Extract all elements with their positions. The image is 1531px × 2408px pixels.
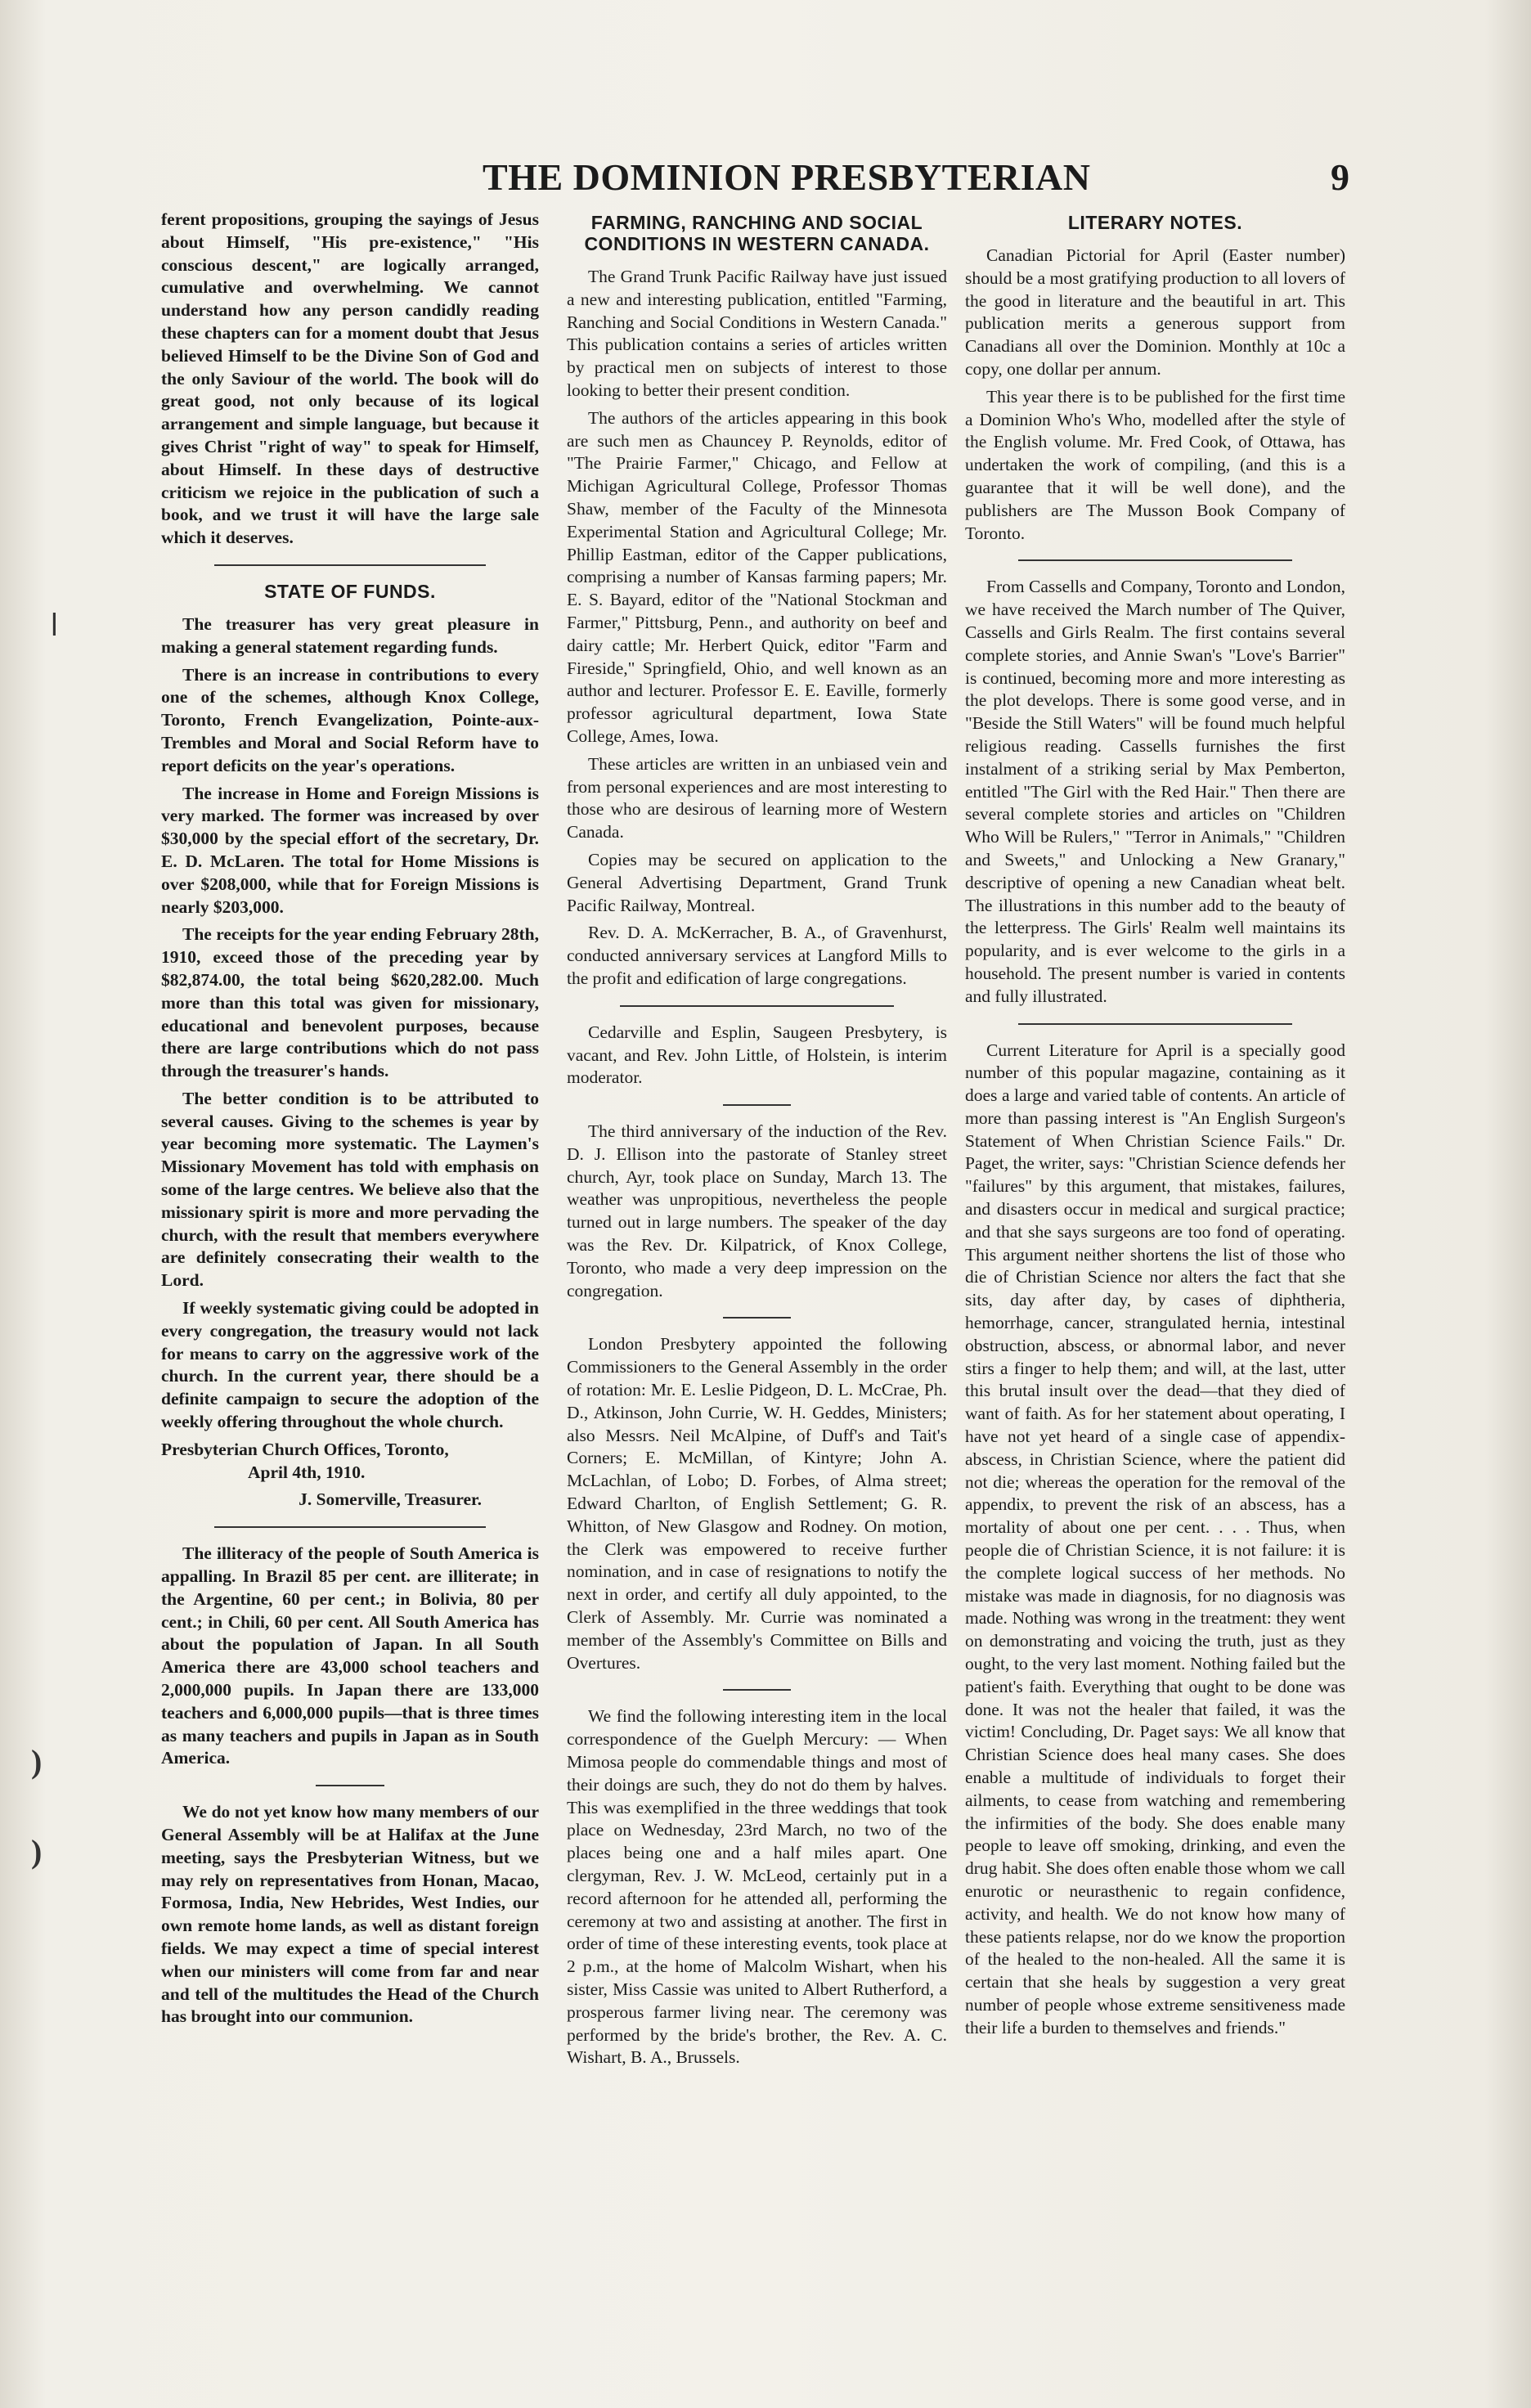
literary-note: Canadian Pictorial for April (Easter number) should be a most gratifying production to all lovers of the good in literature and the beautiful in art. This publication merits a generous support from Canadians all over the Dominion. Monthly at 10c a copy, one dollar per annum. <box>965 245 1345 379</box>
signature-name: J. Somerville, Treasurer. <box>299 1489 482 1510</box>
review-continuation: ferent propositions, grouping the sayings of Jesus about Himself, "His pre-existence," "His conscious descent," are logically arranged, cumulative and overwhelming. We cannot understand how any person candidly reading these chapters can for a moment doubt that Jesus believed Himself to be the Divine Son of God and the only Saviour of the world. The book will do great good, not only because of its logical arrangement and simple language, but because it gives Christ "right of way" to speak for Himself, about Himself. In these days of destructive criticism we rejoice in the publication of such a book, and we trust it will have the large sale which it deserves. <box>161 209 539 548</box>
divider <box>723 1104 792 1106</box>
column-middle <box>567 209 947 2074</box>
farming-heading: FARMING, RANCHING AND SOCIAL CONDITIONS IN WESTERN CANADA. <box>584 212 930 254</box>
column-right <box>965 209 1345 2045</box>
publication-title: THE DOMINION PRESBYTERIAN <box>483 156 1091 198</box>
news-item: Cedarville and Esplin, Saugeen Presbytery, is vacant, and Rev. John Little, of Holstein, is interim moderator. <box>567 1022 947 1088</box>
news-item: The third anniversary of the induction of the Rev. D. J. Ellison into the pastorate of Stanley street church, Ayr, took place on Sunday, March 13. The weather was unpropitious, nevertheless the people turned out in large numbers. The speaker of the day was the Rev. Dr. Kilpatrick, of Knox College, Toronto, who made a very deep impression on the congregation. <box>567 1121 947 1301</box>
article-paragraph: The authors of the articles appearing in this book are such men as Chauncey P. Reynolds, editor of "The Prairie Farmer," Chicago, and Fellow at Michigan Agricultural College, Professor Thomas Shaw, member of the Faculty of the Minnesota Experimental Station and Agricultural College; Mr. Phillip Eastman, editor of the Capper publications, comprising a number of Kansas farming papers; Mr. E. S. Bayard, editor of the "National Stockman and Farmer," Pittsburg, Penn., and authority on beef and dairy cattle; Mr. Herbert Quick, editor "Farm and Fireside," Springfield, Ohio, and well known as an author and lecturer. Professor E. E. Eaville, formerly professor agricultural department, Iowa State College, Ames, Iowa. <box>567 407 947 746</box>
funds-paragraph: The better condition is to be attributed to several causes. Giving to the schemes is year by year becoming more systematic. The Laymen's Missionary Movement has told with emphasis on some of the large centres. We believe also that the missionary spirit is more and more pervading the church, with the result that members everywhere are definitely consecrating their wealth to the Lord. <box>161 1088 539 1291</box>
article-paragraph: The Grand Trunk Pacific Railway have just issued a new and interesting publication, entitled "Farming, Ranching and Social Conditions in Western Canada." This publication contains a series of articles written by practical men on subjects of interest to those looking to better their present condition. <box>567 267 947 400</box>
news-item: We find the following interesting item in the local correspondence of the Guelph Mercury: — When Mimosa people do commendable things and most of their doings are such, they do not do them by halves. This was exemplified in the three weddings that took place on Wednesday, 23rd March, no two of the places being one and a half miles apart. One clergyman, Rev. J. W. McLeod, certainly put in a record afternoon for he attended all, performing the ceremony at two and assisting at another. The first in order of time of these interesting events, took place at 2 p.m., at the home of Malcolm Wishart, when his sister, Miss Cassie was united to Albert Rutherford, a prosperous farmer living near. The ceremony was performed by the bride's brother, the Rev. A. C. Wishart, B. A., Brussels. <box>567 1706 947 2068</box>
funds-paragraph: There is an increase in contributions to every one of the schemes, although Knox College, Toronto, French Evangelization, Pointe-aux-Trembles and Moral and Social Reform have to report deficits on the year's operations. <box>161 664 539 775</box>
signature-date: April 4th, 1910. <box>248 1462 366 1482</box>
funds-paragraph: The treasurer has very great pleasure in making a general statement regarding funds. <box>161 613 539 657</box>
column-left <box>161 209 539 2033</box>
article-paragraph: Rev. D. A. McKerracher, B. A., of Gravenhurst, conducted anniversary services at Langford Mills to the profit and edification of large congregations. <box>567 923 947 988</box>
page-number: 9 <box>1331 156 1349 198</box>
divider <box>620 1005 894 1007</box>
state-of-funds-heading: STATE OF FUNDS. <box>264 580 436 602</box>
binding-mark: ) <box>31 1833 43 1870</box>
binding-mark: ) <box>31 1743 43 1780</box>
funds-paragraph: The increase in Home and Foreign Missions is very marked. The former was increased by over $30,000 by the special effort of the secretary, Dr. E. D. McLaren. The total for Home Missions is over $208,000, while that for Foreign Missions is nearly $203,000. <box>161 783 539 917</box>
funds-paragraph: If weekly systematic giving could be adopted in every congregation, the treasury would not lack for means to carry on the aggressive work of the church. In the current year, there should be a definite campaign to secure the adoption of the weekly offering throughout the whole church. <box>161 1298 539 1432</box>
assembly-paragraph: We do not yet know how many members of our General Assembly will be at Halifax at the June meeting, says the Presbyterian Witness, but we may rely on representatives from Honan, Macao, Formosa, India, New Hebrides, West Indies, our own remote home lands, as well as distant foreign fields. We may expect a time of special interest when our ministers will come from far and near and tell of the multitudes the Head of the Church has brought into our communion. <box>161 1802 539 2027</box>
literary-note: Current Literature for April is a specially good number of this popular magazine, containing as it does a large and varied table of contents. An article of more than passing interest is "An English Surgeon's Statement of When Christian Science Fails." Dr. Paget, the writer, says: "Christian Science defends her "failures" by this argument, that mistakes, failures, and disasters occur in medical and surgical practice; and that she says surgeons are too fond of operating. This argument neither shortens the list of those who die of Christian Science nor alters the fact that she sits, day after day, by cases of diphtheria, hemorrhage, cancer, strangulated hernia, intestinal obstruction, abscess, or abnormal labor, and never stirs a finger to help them; and will, at the last, utter this brutal insult over the dead—that they died of want of faith. As for her statement about operating, I have not yet heard of a single case of appendix-abscess, in Christian Science, where the patient did not die; whereas the operation for the removal of the appendix, to prevent the risk of an abscess, has a mortality of about one per cent. . . . Thus, when people die of Christian Science, it is not failure: it is the complete logical success of her methods. No mistake was made in diagnosis, for no diagnosis was made. Nothing was wrong in the treatment: they went on demonstrating and voicing the truth, just as they ought, to the very last moment. Nothing failed but the patient's faith. Everything that ought to be done was done. It was not the healer that failed, it was the victim! Concluding, Dr. Paget says: We all know that Christian Science does heal many cases. She does enable a multitude of individuals to forget their ailments, to cease from watching and remembering the infirmities of the body. She does enable many people to leave off smoking, drinking, and even the drug habit. She does often enable those whom we call enurotic or neurasthenic to regain confidence, activity, and health. We do not know how many of these patients relapse, nor do we know the proportion of the healed to the non-healed. All the same it is certain that she heals by suggestion a very great number of people whose extreme sensitiveness made their life a burden to themselves and friends." <box>965 1040 1345 2037</box>
article-paragraph: These articles are written in an unbiased vein and from personal experiences and are most interesting to those who are desirous of learning more of Western Canada. <box>567 753 947 842</box>
literary-note: This year there is to be published for the first time a Dominion Who's Who, modelled after the style of the English volume. Mr. Fred Cook, of Ottawa, has undertaken the work of compiling, (and this is a guarantee that it will be well done), and the publishers are The Musson Book Company of Toronto. <box>965 386 1345 543</box>
illiteracy-paragraph: The illiteracy of the people of South America is appalling. In Brazil 85 per cent. are illiterate; in the Argentine, 60 per cent.; in Bolivia, 80 per cent.; in Chili, 60 per cent. All South America has about the population of Japan. In all South America there are 43,000 school teachers and 2,000,000 pupils. In Japan there are 133,000 teachers and 6,000,000 pupils—that is three times as many teachers and pupils in Japan as in South America. <box>161 1543 539 1768</box>
binding-mark: ǀ <box>51 606 58 643</box>
news-item: London Presbytery appointed the following Commissioners to the General Assembly in the order of rotation: Mr. E. Leslie Pidgeon, D. L. McCrae, Ph. D., Atkinson, John Currie, W. H. Geddes, Ministers; also Messrs. Neil McAlpine, of Duff's and Tait's Corners; E. McMillan, of Kintyre; John A. McLachlan, of Lobo; D. Forbes, of Alma street; Edward Charlton, of English Settlement; G. R. Whitton, of New Glasgow and Rodney. On motion, the Clerk was empowered to receive further nomination, and in case of resignations to notify the next in order, and certify all duly appointed, to the Clerk of Assembly. Mr. Currie was nominated a member of the Assembly's Committee on Bills and Overtures. <box>567 1334 947 1673</box>
article-paragraph: Copies may be secured on application to the General Advertising Department, Grand Trunk Pacific Railway, Montreal. <box>567 849 947 915</box>
literary-notes-heading: LITERARY NOTES. <box>1067 212 1243 233</box>
divider <box>723 1317 792 1319</box>
page-header <box>164 155 1349 204</box>
divider <box>1018 1023 1292 1025</box>
signature-office: Presbyterian Church Offices, Toronto, <box>161 1439 449 1459</box>
divider <box>316 1785 384 1786</box>
divider <box>214 564 487 566</box>
divider <box>214 1526 487 1528</box>
divider <box>1018 559 1292 561</box>
divider <box>723 1689 792 1691</box>
literary-note: From Cassells and Company, Toronto and London, we have received the March number of The Quiver, Cassells and Girls Realm. The first contains several complete stories, and Annie Swan's "Love's Barrier" is continued, becoming more and more interesting as the plot develops. There is some good verse, and in "Beside the Still Waters" will be found much helpful religious reading. Cassells furnishes the first instalment of a striking serial by Max Pemberton, entitled "The Girl with the Red Hair." Then there are several complete stories and articles on "Children Who Will be Rulers," "Terror in Animals," "Children and Sweets," and Unlocking a New Granary," descriptive of opening a new Canadian wheat belt. The illustrations in this number add to the beauty of the letterpress. The Girls' Realm well maintains its popularity, and is ever welcome to the girls in a household. The present number is varied in contents and fully illustrated. <box>965 577 1345 1006</box>
funds-paragraph: The receipts for the year ending February 28th, 1910, exceed those of the preceding year by $82,874.00, the total being $620,282.00. Much more than this total was given for missionary, educational and benevolent purposes, because there are large contributions which do not pass through the treasurer's hands. <box>161 924 539 1081</box>
